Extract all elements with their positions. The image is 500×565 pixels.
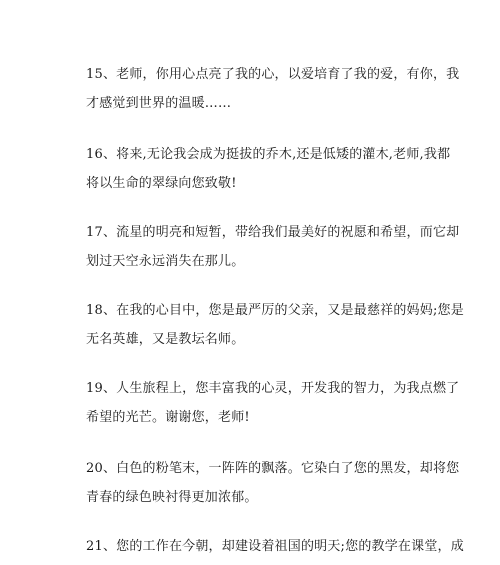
paragraph-19 xyxy=(86,374,460,432)
paragraph-line: 无名英雄，又是教坛名师。 xyxy=(86,332,245,347)
paragraph-21 xyxy=(86,532,464,561)
paragraph-line: 18、在我的心目中，您是最严厉的父亲，又是最慈祥的妈妈;您是 xyxy=(86,303,464,318)
paragraph-line: 20、白色的粉笔末，一阵阵的飘落。它染白了您的黑发，却将您 xyxy=(86,461,460,476)
paragraph-line: 划过天空永远消失在那儿。 xyxy=(86,254,245,269)
paragraph-line: 19、人生旅程上，您丰富我的心灵，开发我的智力，为我点燃了 xyxy=(86,381,460,396)
paragraph-16 xyxy=(86,140,451,198)
paragraph-line: 才感觉到世界的温暖…… xyxy=(86,96,232,111)
paragraph-line: 希望的光芒。谢谢您，老师! xyxy=(86,410,250,425)
paragraph-line: 15、老师，你用心点亮了我的心，以爱培育了我的爱，有你，我 xyxy=(86,67,460,82)
paragraph-line: 16、将来,无论我会成为挺拔的乔木,还是低矮的灌木,老师,我都 xyxy=(86,147,451,162)
paragraph-15 xyxy=(86,60,460,118)
paragraph-line: 21、您的工作在今朝，却建设着祖国的明天;您的教学在课堂，成 xyxy=(86,539,464,554)
paragraph-line: 17、流星的明亮和短暂，带给我们最美好的祝愿和希望，而它却 xyxy=(86,225,460,240)
paragraph-line: 青春的绿色映衬得更加浓郁。 xyxy=(86,490,258,505)
paragraph-line: 将以生命的翠绿向您致敬! xyxy=(86,176,237,191)
paragraph-18 xyxy=(86,296,464,354)
paragraph-20 xyxy=(86,454,460,512)
paragraph-17 xyxy=(86,218,460,276)
